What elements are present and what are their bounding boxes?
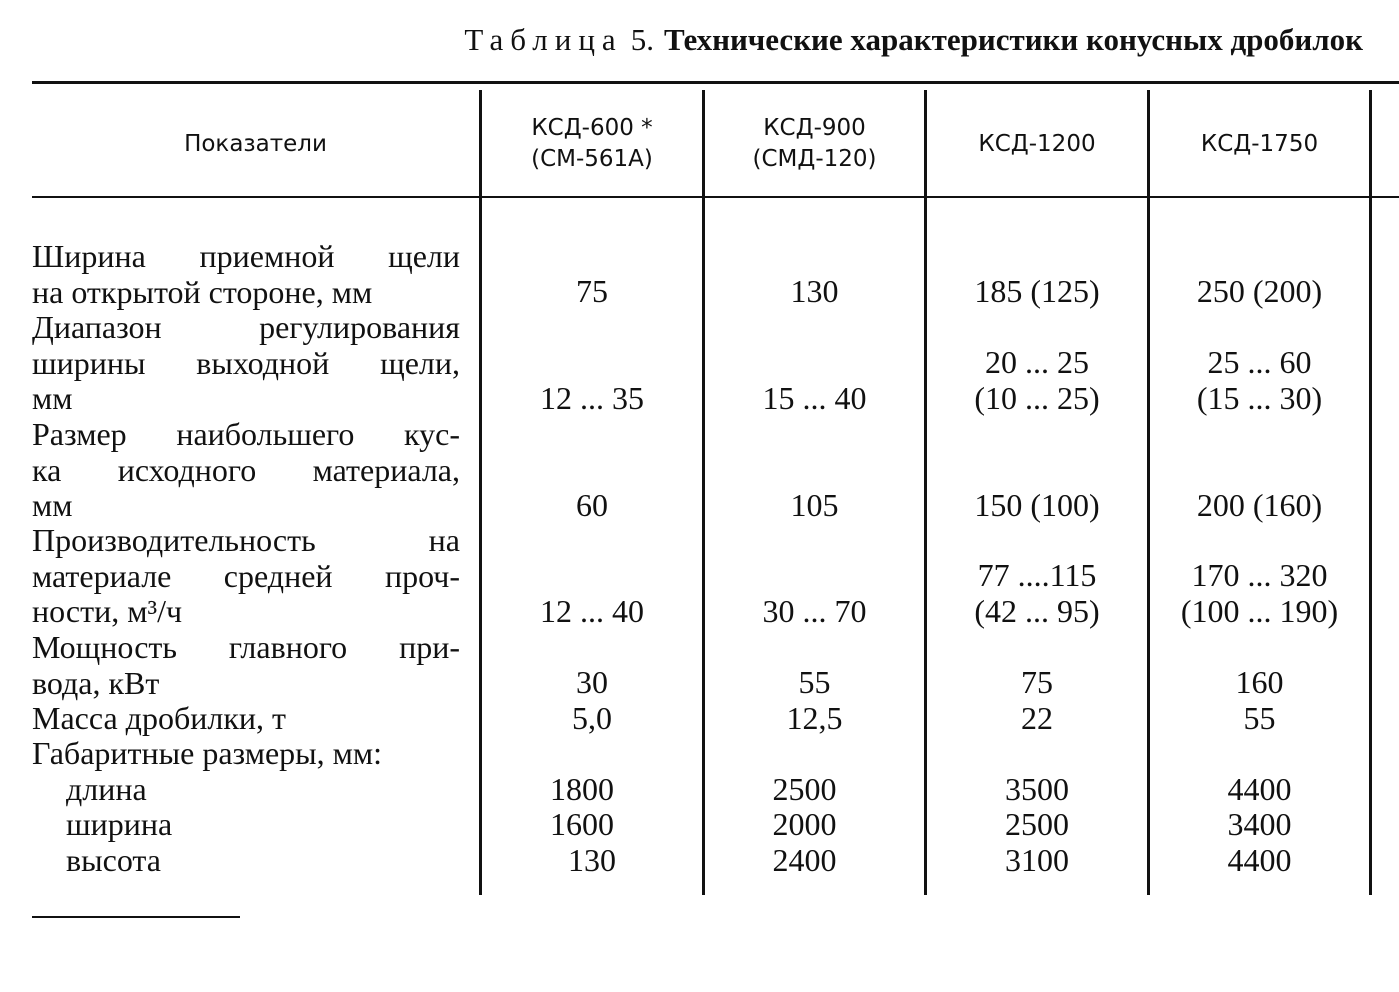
table-cell: 250 (200)	[1196, 273, 1323, 309]
table-cell: 4400	[1227, 771, 1292, 807]
table-cell: 4400	[1227, 842, 1292, 878]
row-label-width	[32, 807, 460, 843]
table-cell: 185 (125)	[974, 273, 1100, 309]
label-line: длина	[66, 771, 147, 807]
table-cell: 15 ... 40	[762, 380, 867, 416]
model-alt-name: (СМД-120)	[752, 146, 877, 172]
row-label-capacity	[32, 523, 460, 630]
table-cell: (42 ... 95)	[974, 593, 1100, 629]
table-cell: 60	[576, 487, 608, 523]
label-line: Диапазон регулирования	[32, 309, 460, 345]
table-cell: 2500	[1005, 806, 1069, 842]
row-label-drive-power	[32, 630, 460, 701]
label-line: Производительность на	[32, 522, 460, 558]
table-cell: 55	[798, 664, 831, 700]
label-line: ширины выходной щели,	[32, 344, 460, 381]
header-model-2	[705, 92, 924, 196]
table-cell: 77 ....115	[977, 557, 1097, 593]
caption-label: Таблица	[464, 22, 623, 57]
row-label-height	[32, 843, 460, 879]
table-cell: 150 (100)	[974, 487, 1100, 523]
table-cell: 2000	[772, 806, 837, 842]
table-cell: 75	[1021, 664, 1053, 700]
table-cell: 12 ... 35	[540, 380, 644, 416]
table-cell: 3100	[1005, 842, 1069, 878]
row-label-outlet-range	[32, 310, 460, 417]
table-top-rule	[32, 81, 1399, 84]
table-cell: 12 ... 40	[540, 593, 644, 629]
model-name: КСД-600 *	[531, 115, 653, 141]
header-model-1	[482, 92, 702, 196]
table-cell: 200 (160)	[1196, 487, 1323, 523]
row-label-length	[32, 772, 460, 808]
label-line: Габаритные размеры, мм:	[32, 735, 383, 771]
footnote-rule	[32, 916, 240, 918]
model-name: КСД-1750	[1200, 130, 1319, 157]
label-line: вода, кВт	[32, 664, 160, 701]
table-cell: 130	[568, 842, 616, 878]
caption-title: Технические характеристики конусных дробилок	[663, 22, 1363, 57]
label-line: высота	[66, 842, 161, 878]
row-label-crusher-mass	[32, 701, 460, 737]
label-line: на открытой стороне, мм	[32, 273, 373, 310]
table-cell: 105	[790, 487, 839, 523]
table-cell: 3400	[1227, 806, 1292, 842]
label-line: мм	[32, 487, 73, 523]
table-cell: 30	[576, 664, 608, 700]
header-indicators	[32, 92, 479, 196]
table-cell: 1800	[550, 771, 614, 807]
table-cell: 25 ... 60	[1207, 344, 1312, 380]
label-line: ширина	[66, 806, 173, 842]
caption-number: 5.	[630, 22, 654, 57]
table-cell: 55	[1243, 700, 1276, 736]
table-cell: 20 ... 25	[985, 344, 1089, 380]
label-line: Ширина приемной щели	[32, 238, 460, 274]
column-divider	[1369, 90, 1372, 895]
table-cell: 5,0	[572, 700, 612, 736]
table-cell: 22	[1021, 700, 1053, 736]
table-cell: 75	[576, 273, 608, 309]
label-line: Размер наибольшего кус-	[32, 416, 460, 452]
label-line: Мощность главного при-	[32, 629, 460, 665]
table-cell: 3500	[1005, 771, 1069, 807]
label-line: ка исходного материала,	[32, 451, 460, 488]
table-cell: (100 ... 190)	[1180, 593, 1339, 629]
label-line: Масса дробилки, т	[32, 700, 286, 736]
label-line: материале средней проч-	[32, 557, 460, 594]
header-model-3	[927, 92, 1147, 196]
row-label-intake-width	[32, 239, 460, 310]
row-label-overall-dimensions	[32, 736, 460, 772]
table-cell: (10 ... 25)	[974, 380, 1100, 416]
model-alt-name: (СМ-561А)	[531, 146, 653, 172]
model-name: КСД-900	[763, 115, 866, 141]
row-label-max-lump-size	[32, 417, 460, 524]
table-cell: 130	[790, 273, 839, 309]
table-cell: 12,5	[786, 700, 843, 736]
table-cell: (15 ... 30)	[1196, 380, 1323, 416]
header-model-4	[1150, 92, 1369, 196]
label-line: ности, м³/ч	[32, 593, 183, 629]
table-cell: 170 ... 320	[1191, 557, 1328, 593]
table-cell: 1600	[550, 806, 614, 842]
table-cell: 160	[1235, 664, 1284, 700]
table-cell: 30 ... 70	[762, 593, 867, 629]
label-line: мм	[32, 380, 73, 416]
header-indicators-label: Показатели	[184, 130, 327, 157]
header-bottom-rule	[32, 196, 1399, 198]
table-cell: 2500	[772, 771, 837, 807]
table-cell: 2400	[772, 842, 837, 878]
table-caption	[464, 22, 1363, 58]
model-name: КСД-1200	[978, 130, 1096, 157]
